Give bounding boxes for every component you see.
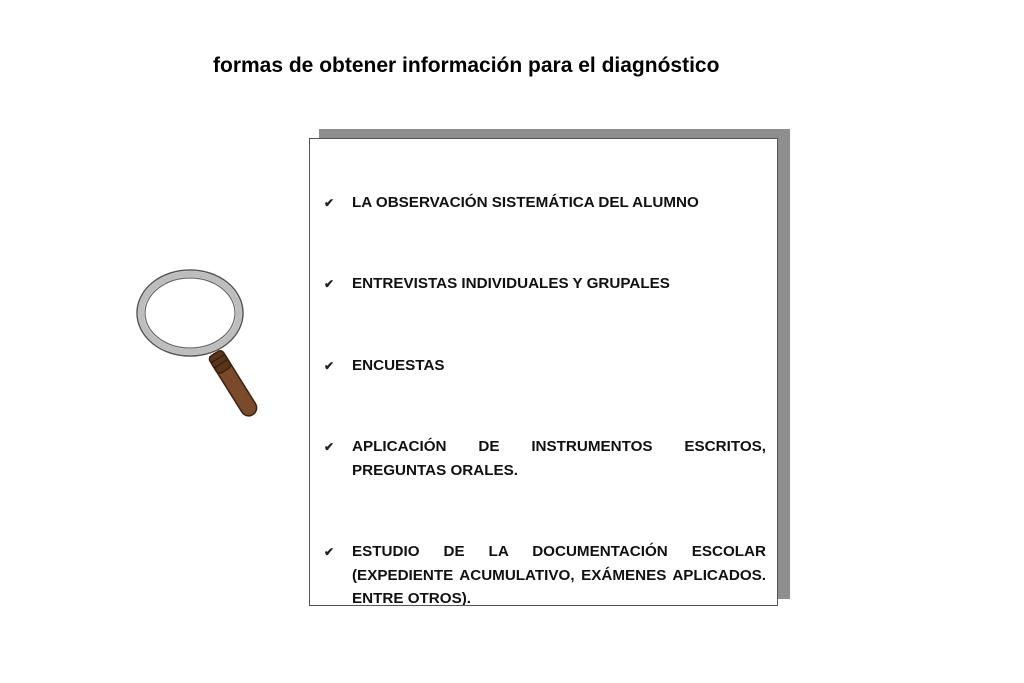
list-item	[324, 435, 766, 482]
list-item-text: ENCUESTAS	[352, 357, 445, 374]
list-item	[324, 272, 766, 296]
list-item	[324, 191, 766, 215]
list-item-text: ESTUDIO DE LA DOCUMENTACIÓN ESCOLAR (EXPEDIENTE ACUMULATIVO, EXÁMENES APLICADOS. ENTRE OTROS).	[352, 543, 766, 606]
diagnostic-methods-card	[309, 138, 778, 606]
list-item-text: LA OBSERVACIÓN SISTEMÁTICA DEL ALUMNO	[352, 194, 699, 211]
check-icon: ✔	[324, 359, 335, 373]
check-icon: ✔	[324, 440, 335, 454]
list-item-text: ENTREVISTAS INDIVIDUALES Y GRUPALES	[352, 275, 670, 292]
check-icon: ✔	[324, 196, 335, 210]
list-item	[324, 540, 766, 606]
list-item	[324, 354, 766, 378]
page-title: formas de obtener información para el diagnóstico	[213, 54, 720, 77]
magnifying-glass-icon	[128, 262, 273, 432]
list-item-text: APLICACIÓN DE INSTRUMENTOS ESCRITOS, PREGUNTAS ORALES.	[352, 438, 766, 479]
check-icon: ✔	[324, 277, 335, 291]
check-icon: ✔	[324, 545, 335, 559]
